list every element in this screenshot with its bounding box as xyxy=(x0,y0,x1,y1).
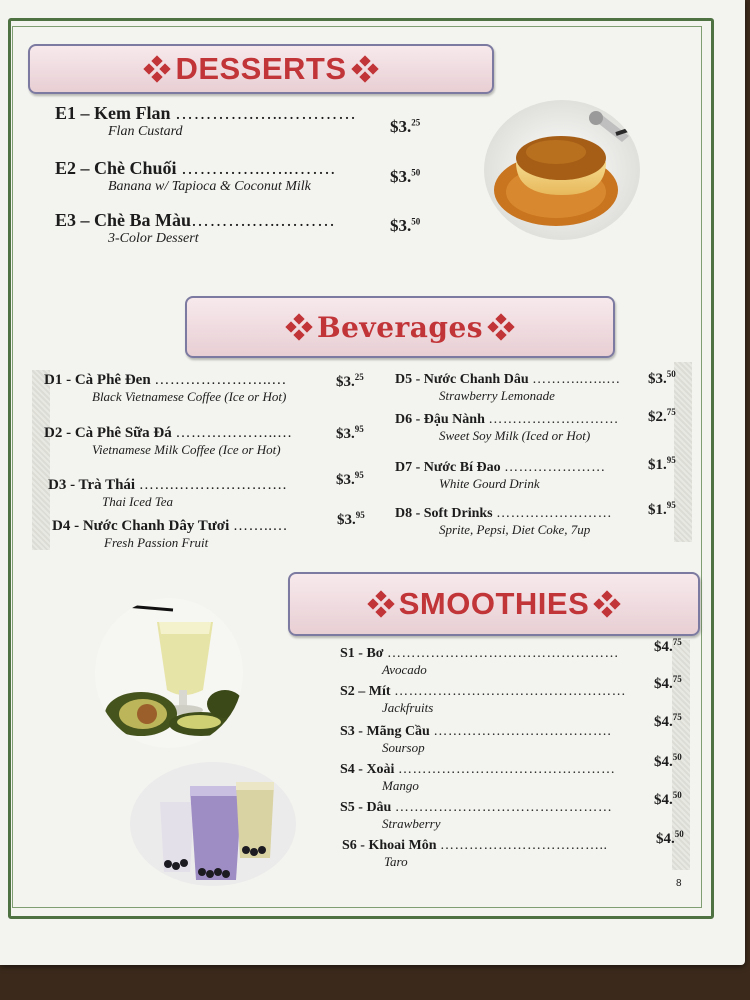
item-name: D4 - Nước Chanh Dây Tươi xyxy=(52,518,230,534)
diamond-ornament-icon xyxy=(143,55,171,83)
item-name: E3 – Chè Ba Màu xyxy=(55,210,192,230)
leader-dots: ………………………………. xyxy=(433,724,612,739)
price-d5 xyxy=(648,369,676,388)
diamond-ornament-icon xyxy=(487,313,515,341)
menu-item-d4 xyxy=(52,518,288,551)
leader-dots: ……..… xyxy=(233,518,289,534)
price-dollars: $4. xyxy=(654,792,673,808)
price-cents: 50 xyxy=(672,752,682,762)
leader-dots: ……….…..……… xyxy=(191,210,336,230)
item-name: D5 - Nước Chanh Dâu xyxy=(395,372,529,387)
leader-dots: …………………………….. xyxy=(440,838,608,853)
price-dollars: $3. xyxy=(390,216,412,235)
item-name: E2 – Chè Chuối xyxy=(55,158,177,178)
leader-dots: ………………..… xyxy=(175,425,293,441)
item-name: D8 - Soft Drinks xyxy=(395,506,493,521)
item-description: Vietnamese Milk Coffee (Ice or Hot) xyxy=(92,442,281,457)
price-dollars: $3. xyxy=(336,472,355,488)
item-description: White Gourd Drink xyxy=(439,476,540,491)
price-dollars: $3. xyxy=(336,426,355,442)
price-d4 xyxy=(337,510,365,529)
menu-item-s4 xyxy=(340,762,615,794)
item-description: Taro xyxy=(384,854,408,869)
price-cents: 95 xyxy=(355,510,365,520)
item-name: S4 - Xoài xyxy=(340,762,395,777)
leader-dots: …….…………………. xyxy=(138,477,287,493)
menu-item-e3 xyxy=(55,210,336,247)
item-name: S5 - Dâu xyxy=(340,800,392,815)
smoothies-title: SMOOTHIES xyxy=(398,586,590,621)
price-dollars: $4. xyxy=(654,676,673,692)
price-dollars: $2. xyxy=(648,409,667,425)
menu-item-s3 xyxy=(340,724,611,756)
price-cents: 75 xyxy=(672,712,682,722)
beverages-banner xyxy=(185,296,615,358)
item-name: D2 - Cà Phê Sữa Đá xyxy=(44,425,172,441)
item-name: S2 – Mít xyxy=(340,684,391,699)
leader-dots: …………………..… xyxy=(154,372,287,388)
price-cents: 95 xyxy=(666,455,676,465)
price-cents: 75 xyxy=(672,637,682,647)
item-name: S6 - Khoai Môn xyxy=(342,838,437,853)
price-cents: 50 xyxy=(411,216,421,227)
price-cents: 50 xyxy=(411,167,421,178)
item-description: Mango xyxy=(382,778,419,793)
price-dollars: $3. xyxy=(337,512,356,528)
menu-item-s2 xyxy=(340,684,626,716)
item-name: D6 - Đậu Nành xyxy=(395,412,485,427)
diamond-ornament-icon xyxy=(285,313,313,341)
price-cents: 25 xyxy=(411,117,421,128)
price-dollars: $1. xyxy=(648,457,667,473)
desserts-banner xyxy=(28,44,494,94)
price-dollars: $3. xyxy=(390,167,412,186)
leader-dots: ………….…..………… xyxy=(175,103,357,123)
price-d2 xyxy=(336,424,364,443)
item-name: D1 - Cà Phê Đen xyxy=(44,372,151,388)
item-description: 3-Color Dessert xyxy=(108,231,199,246)
price-s5 xyxy=(654,790,682,809)
menu-item-e2 xyxy=(55,158,336,195)
item-name: S1 - Bơ xyxy=(340,646,384,661)
leader-dots: ………………………………………… xyxy=(394,684,627,699)
item-description: Sweet Soy Milk (Iced or Hot) xyxy=(439,428,591,443)
menu-item-s5 xyxy=(340,800,612,832)
flan-photo xyxy=(484,100,640,240)
price-s1 xyxy=(654,637,682,656)
item-name: E1 – Kem Flan xyxy=(55,103,171,123)
item-description: Flan Custard xyxy=(108,124,183,139)
price-cents: 50 xyxy=(666,369,676,379)
menu-item-e1 xyxy=(55,103,357,140)
smoothies-heading xyxy=(363,586,626,622)
item-description: Soursop xyxy=(382,740,425,755)
price-cents: 95 xyxy=(354,470,364,480)
boba-drinks-photo xyxy=(130,762,296,886)
price-dollars: $4. xyxy=(656,831,675,847)
price-cents: 95 xyxy=(354,424,364,434)
price-dollars: $3. xyxy=(648,371,667,387)
diamond-ornament-icon xyxy=(593,590,621,618)
price-e3 xyxy=(390,216,420,236)
menu-item-d7 xyxy=(395,460,606,492)
price-dollars: $3. xyxy=(390,117,412,136)
item-description: Thai Iced Tea xyxy=(102,494,174,509)
price-cents: 75 xyxy=(666,407,676,417)
menu-item-d2 xyxy=(44,425,293,458)
avocado-smoothie-photo xyxy=(95,598,243,748)
price-dollars: $1. xyxy=(648,502,667,518)
price-d8 xyxy=(648,500,676,519)
price-cents: 50 xyxy=(672,790,682,800)
desserts-title: DESSERTS xyxy=(175,51,347,86)
smoothies-banner xyxy=(288,572,700,636)
leader-dots: ……………………… xyxy=(488,412,619,427)
leader-dots: ………………… xyxy=(504,460,606,475)
menu-item-d1 xyxy=(44,372,287,405)
item-name: D3 - Trà Thái xyxy=(48,477,136,493)
price-s6 xyxy=(656,829,684,848)
price-d7 xyxy=(648,455,676,474)
price-e1 xyxy=(390,117,420,137)
price-d1 xyxy=(336,372,364,391)
leader-dots: …………………… xyxy=(496,506,613,521)
diamond-ornament-icon xyxy=(367,590,395,618)
leader-dots: …………..…..……. xyxy=(181,158,336,178)
leader-dots: ……………………………………… xyxy=(394,800,613,815)
price-cents: 95 xyxy=(666,500,676,510)
item-description: Fresh Passion Fruit xyxy=(104,535,209,550)
item-description: Black Vietnamese Coffee (Ice or Hot) xyxy=(92,389,287,404)
item-name: D7 - Nước Bí Đao xyxy=(395,460,501,475)
price-dollars: $3. xyxy=(336,374,355,390)
price-d6 xyxy=(648,407,676,426)
item-name: S3 - Mãng Cầu xyxy=(340,724,430,739)
menu-item-d3 xyxy=(48,477,287,510)
price-s4 xyxy=(654,752,682,771)
leader-dots: ………………………………………… xyxy=(387,646,620,661)
price-s2 xyxy=(654,674,682,693)
menu-item-d8 xyxy=(395,506,612,538)
price-dollars: $4. xyxy=(654,714,673,730)
desserts-heading xyxy=(139,51,382,87)
menu-item-s1 xyxy=(340,646,619,678)
item-description: Jackfruits xyxy=(382,700,434,715)
item-description: Sprite, Pepsi, Diet Coke, 7up xyxy=(439,522,591,537)
price-d3 xyxy=(336,470,364,489)
price-s3 xyxy=(654,712,682,731)
price-cents: 75 xyxy=(672,674,682,684)
diamond-ornament-icon xyxy=(351,55,379,83)
price-dollars: $4. xyxy=(654,639,673,655)
beverages-heading xyxy=(281,311,519,344)
item-description: Avocado xyxy=(382,662,427,677)
page-number: 8 xyxy=(676,878,682,889)
price-e2 xyxy=(390,167,420,187)
price-cents: 25 xyxy=(354,372,364,382)
price-dollars: $4. xyxy=(654,754,673,770)
beverages-title: Beverages xyxy=(316,310,484,344)
menu-item-s6 xyxy=(342,838,608,870)
leader-dots: ………..…..… xyxy=(532,372,621,387)
item-description: Strawberry Lemonade xyxy=(439,388,555,403)
leader-dots: ……………………………………… xyxy=(397,762,616,777)
price-cents: 50 xyxy=(674,829,684,839)
item-description: Strawberry xyxy=(382,816,441,831)
menu-item-d5 xyxy=(395,372,621,404)
menu-item-d6 xyxy=(395,412,619,444)
texture-strip xyxy=(674,362,692,542)
item-description: Banana w/ Tapioca & Coconut Milk xyxy=(108,179,311,194)
